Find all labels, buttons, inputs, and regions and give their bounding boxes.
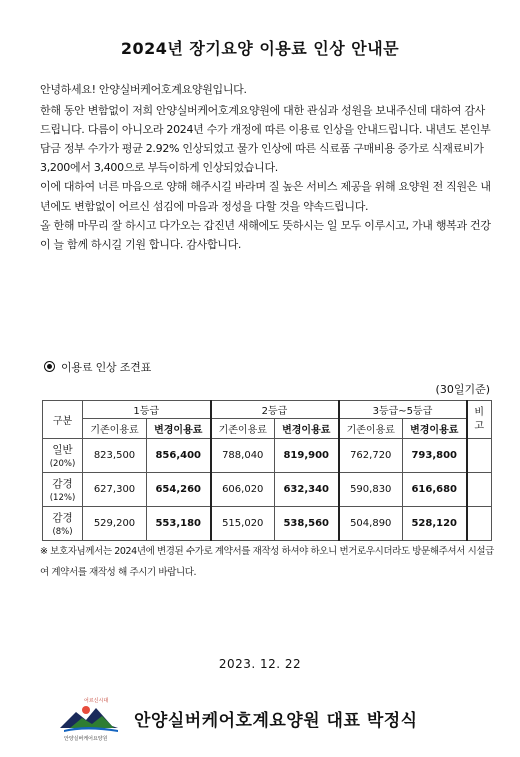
cell-new: 856,400 <box>147 439 211 473</box>
cell-existing: 529,200 <box>83 507 147 541</box>
header-new-3: 변경이용료 <box>403 419 467 439</box>
cell-new: 793,800 <box>403 439 467 473</box>
header-existing-2: 기존이용료 <box>211 419 275 439</box>
header-category: 구분 <box>43 401 83 439</box>
table-row <box>43 507 492 541</box>
cell-new: 819,900 <box>275 439 339 473</box>
notice-body <box>40 80 492 254</box>
header-new-2: 변경이용료 <box>275 419 339 439</box>
table-basis-note: (30일기준) <box>435 383 490 396</box>
cell-existing: 762,720 <box>339 439 403 473</box>
cell-new: 528,120 <box>403 507 467 541</box>
table-row <box>43 473 492 507</box>
header-remark <box>467 401 492 439</box>
signature: 안양실버케어호계요양원 대표 박정식 <box>134 711 418 731</box>
paragraph-3: 올 한해 마무리 잘 하시고 다가오는 갑진년 새해에도 뜻하시는 일 모두 이루시고, 가내 행복과 건강이 늘 함께 하시길 기원 합니다. 감사합니다. <box>40 218 491 251</box>
cell-existing: 590,830 <box>339 473 403 507</box>
row-label-rate: (12%) <box>49 493 76 503</box>
cell-new: 538,560 <box>275 507 339 541</box>
row-label-main: 일반 <box>52 444 73 456</box>
cell-new: 654,260 <box>147 473 211 507</box>
cell-existing: 515,020 <box>211 507 275 541</box>
header-existing-3: 기존이용료 <box>339 419 403 439</box>
header-grade-1: 1등급 <box>83 401 211 419</box>
notice-title: 2024년 장기요양 이용료 인상 안내문 <box>120 39 400 58</box>
row-label <box>43 507 83 541</box>
header-grade-3-5: 3등급~5등급 <box>339 401 467 419</box>
row-label-main: 감경 <box>52 512 73 524</box>
cell-remark <box>467 507 492 541</box>
fee-table-heading-text: 이용료 인상 조견표 <box>61 361 152 374</box>
row-label-main: 감경 <box>52 478 73 490</box>
facility-logo <box>56 694 130 744</box>
header-new-1: 변경이용료 <box>147 419 211 439</box>
cell-remark <box>467 439 492 473</box>
table-row <box>43 439 492 473</box>
row-label-rate: (8%) <box>52 527 73 537</box>
logo-bottom-text: 안양실버케어요양원 <box>64 736 108 742</box>
greeting: 안녕하세요! 안양실버케어호계요양원입니다. <box>40 83 247 96</box>
cell-existing: 627,300 <box>83 473 147 507</box>
logo-top-text: 어르신시대 <box>84 698 109 704</box>
cell-new: 632,340 <box>275 473 339 507</box>
logo-sun-icon <box>82 706 90 714</box>
paragraph-1: 한해 동안 변함없이 저희 안양실버케어호계요양원에 대한 관심과 성원을 보내주신데 대하여 감사드립니다. 다름이 아니오라 2024년 수가 개정에 따른 이용료 인상을 안내드립니다. 내년도 본인부담금 정부 수가가 평균 2.92% 인상되었고 물가 인상에 따른 식료품 구매비용 증가로 식재료비가 3,200에서 3,400으로 부득이하게 인상되었습니다. <box>40 104 491 175</box>
header-existing-1: 기존이용료 <box>83 419 147 439</box>
cell-new: 616,680 <box>403 473 467 507</box>
row-label <box>43 473 83 507</box>
cell-existing: 606,020 <box>211 473 275 507</box>
row-label <box>43 439 83 473</box>
header-remark-text: 비고 <box>474 406 485 432</box>
cell-existing: 788,040 <box>211 439 275 473</box>
row-label-rate: (20%) <box>49 459 76 469</box>
fee-table <box>42 400 492 541</box>
cell-existing: 504,890 <box>339 507 403 541</box>
bullet-icon <box>44 361 55 372</box>
fee-table-heading <box>44 359 151 375</box>
cell-new: 553,180 <box>147 507 211 541</box>
paragraph-2: 이에 대하여 너른 마음으로 양해 해주시길 바라며 질 높은 서비스 제공을 위해 요양원 전 직원은 내년에도 변함없이 어르신 섬김에 마음과 정성을 다할 것을 약속드립니다. <box>40 180 491 213</box>
header-grade-2: 2등급 <box>211 401 339 419</box>
notice-date: 2023. 12. 22 <box>218 657 302 671</box>
table-footnote: ※ 보호자님께서는 2024년에 변경된 수가로 계약서를 재작성 하셔야 하오니 번거로우시더라도 방문해주셔서 시설급여 계약서를 재작성 해 주시기 바랍니다. <box>40 546 494 578</box>
cell-existing: 823,500 <box>83 439 147 473</box>
cell-remark <box>467 473 492 507</box>
